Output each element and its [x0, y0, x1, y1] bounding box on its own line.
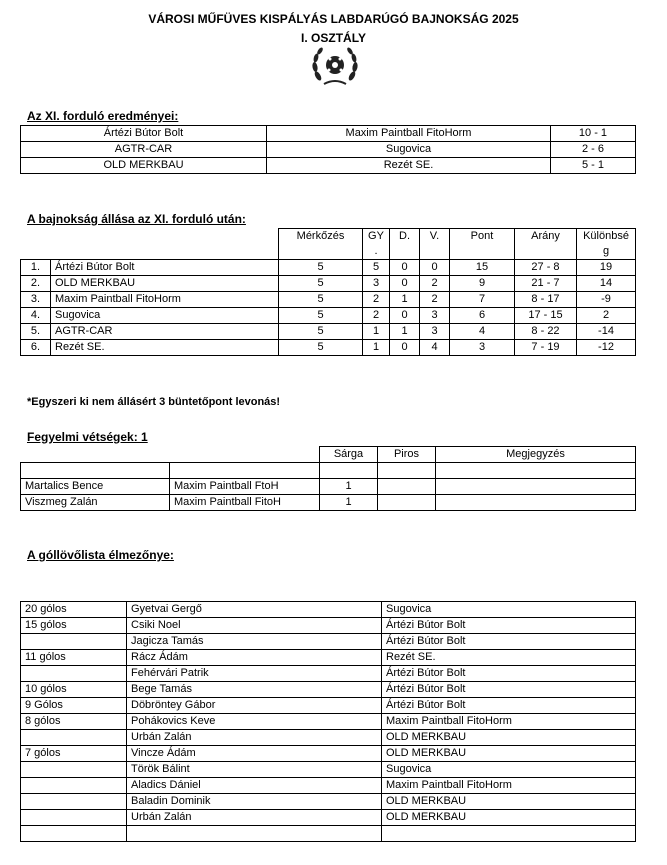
goals-cell: 10 gólos — [21, 682, 127, 698]
team-cell: OLD MERKBAU — [382, 794, 636, 810]
matches-cell: 5 — [279, 292, 363, 308]
goals-cell: 8 gólos — [21, 714, 127, 730]
matches-cell: 5 — [279, 340, 363, 356]
scorer-row — [21, 714, 636, 730]
difference-cell: -14 — [577, 324, 636, 340]
wins-cell: 1 — [363, 340, 390, 356]
player-cell: Gyetvai Gergő — [127, 602, 382, 618]
score-cell: 2 - 6 — [551, 142, 636, 158]
team-cell: Sugovica — [382, 602, 636, 618]
score-cell: 5 - 1 — [551, 158, 636, 174]
position-cell: 2. — [21, 276, 51, 292]
scorer-row — [21, 730, 636, 746]
standings-table — [20, 228, 636, 356]
points-cell: 3 — [450, 340, 515, 356]
yellow-card-cell: 1 — [320, 479, 378, 495]
scorer-row — [21, 826, 636, 842]
team-cell: Rezét SE. — [51, 340, 279, 356]
difference-cell: 14 — [577, 276, 636, 292]
discipline-table — [20, 446, 636, 511]
discipline-heading: Fegyelmi vétségek: 1 — [27, 430, 148, 444]
losses-cell: 0 — [420, 260, 450, 276]
draws-cell: 0 — [390, 276, 420, 292]
page-subtitle: I. OSZTÁLY — [301, 31, 366, 45]
draws-cell: 0 — [390, 308, 420, 324]
scorer-row — [21, 634, 636, 650]
player-cell: Rácz Ádám — [127, 650, 382, 666]
ratio-cell: 21 - 7 — [515, 276, 577, 292]
away-team-cell: Maxim Paintball FitoHorm — [267, 126, 551, 142]
player-cell: Pohákovics Keve — [127, 714, 382, 730]
remark-cell — [436, 479, 636, 495]
goals-cell — [21, 810, 127, 826]
away-team-cell: Sugovica — [267, 142, 551, 158]
scorer-row — [21, 666, 636, 682]
team-cell: Ártézi Bútor Bolt — [382, 666, 636, 682]
header-points: Pont — [450, 229, 515, 260]
player-cell — [127, 826, 382, 842]
scorer-row — [21, 698, 636, 714]
team-cell: Ártézi Bútor Bolt — [382, 698, 636, 714]
team-cell: Ártézi Bútor Bolt — [51, 260, 279, 276]
goals-cell: 15 gólos — [21, 618, 127, 634]
football-laurel-emblem-icon — [310, 46, 360, 88]
matches-cell: 5 — [279, 324, 363, 340]
team-cell: Maxim Paintball FitoHorm — [51, 292, 279, 308]
standings-row — [21, 324, 636, 340]
team-cell: Rezét SE. — [382, 650, 636, 666]
header-remark: Megjegyzés — [436, 447, 636, 463]
player-cell: Vincze Ádám — [127, 746, 382, 762]
team-cell: OLD MERKBAU — [382, 746, 636, 762]
team-cell: Ártézi Bútor Bolt — [382, 618, 636, 634]
scorer-row — [21, 762, 636, 778]
remark-cell — [436, 495, 636, 511]
goals-cell: 7 gólos — [21, 746, 127, 762]
team-cell: Maxim Paintball FitoHorm — [382, 714, 636, 730]
goals-cell: 11 gólos — [21, 650, 127, 666]
goals-cell: 9 Gólos — [21, 698, 127, 714]
goals-cell — [21, 794, 127, 810]
header-ratio: Arány — [515, 229, 577, 260]
wins-cell: 1 — [363, 324, 390, 340]
penalty-note: *Egyszeri ki nem állásért 3 büntetőpont levonás! — [27, 396, 281, 408]
standings-row — [21, 308, 636, 324]
player-cell: Urbán Zalán — [127, 730, 382, 746]
wins-cell: 5 — [363, 260, 390, 276]
position-cell: 4. — [21, 308, 51, 324]
player-cell: Jagicza Tamás — [127, 634, 382, 650]
position-cell: 6. — [21, 340, 51, 356]
matches-cell: 5 — [279, 260, 363, 276]
result-row — [21, 158, 636, 174]
team-cell: Maxim Paintball FtoH — [170, 479, 320, 495]
player-cell: Martalics Bence — [21, 479, 170, 495]
standings-row — [21, 276, 636, 292]
discipline-header-row — [21, 447, 636, 463]
home-team-cell: Ártézi Bútor Bolt — [21, 126, 267, 142]
wins-cell: 2 — [363, 308, 390, 324]
score-cell: 10 - 1 — [551, 126, 636, 142]
team-cell: OLD MERKBAU — [382, 730, 636, 746]
scorer-row — [21, 810, 636, 826]
player-cell: Döbröntey Gábor — [127, 698, 382, 714]
standings-row — [21, 260, 636, 276]
team-cell: AGTR-CAR — [51, 324, 279, 340]
points-cell: 15 — [450, 260, 515, 276]
matches-cell: 5 — [279, 308, 363, 324]
goals-cell — [21, 762, 127, 778]
discipline-row — [21, 479, 636, 495]
losses-cell: 2 — [420, 276, 450, 292]
result-row — [21, 126, 636, 142]
header-losses: V. — [420, 229, 450, 260]
ratio-cell: 8 - 22 — [515, 324, 577, 340]
goals-cell — [21, 730, 127, 746]
away-team-cell: Rezét SE. — [267, 158, 551, 174]
matches-cell: 5 — [279, 276, 363, 292]
goals-cell — [21, 634, 127, 650]
scorer-row — [21, 618, 636, 634]
draws-cell: 0 — [390, 340, 420, 356]
result-row — [21, 142, 636, 158]
player-cell: Török Bálint — [127, 762, 382, 778]
standings-header-row — [21, 229, 636, 260]
header-wins: GY . — [363, 229, 390, 260]
standings-row — [21, 340, 636, 356]
header-draws: D. — [390, 229, 420, 260]
ratio-cell: 27 - 8 — [515, 260, 577, 276]
ratio-cell: 7 - 19 — [515, 340, 577, 356]
standings-heading: A bajnokság állása az XI. forduló után: — [27, 212, 246, 226]
home-team-cell: AGTR-CAR — [21, 142, 267, 158]
results-heading: Az XI. forduló eredményei: — [27, 109, 179, 123]
difference-cell: 2 — [577, 308, 636, 324]
points-cell: 7 — [450, 292, 515, 308]
draws-cell: 1 — [390, 292, 420, 308]
header-red: Piros — [378, 447, 436, 463]
yellow-card-cell: 1 — [320, 495, 378, 511]
header-yellow: Sárga — [320, 447, 378, 463]
position-cell: 1. — [21, 260, 51, 276]
player-cell: Fehérvári Patrik — [127, 666, 382, 682]
losses-cell: 2 — [420, 292, 450, 308]
player-cell: Aladics Dániel — [127, 778, 382, 794]
scorer-row — [21, 794, 636, 810]
position-cell: 5. — [21, 324, 51, 340]
goals-cell — [21, 666, 127, 682]
home-team-cell: OLD MERKBAU — [21, 158, 267, 174]
player-cell: Bege Tamás — [127, 682, 382, 698]
team-cell: Ártézi Bútor Bolt — [382, 682, 636, 698]
scorer-row — [21, 650, 636, 666]
player-cell: Csiki Noel — [127, 618, 382, 634]
position-cell: 3. — [21, 292, 51, 308]
points-cell: 9 — [450, 276, 515, 292]
player-cell: Baladin Dominik — [127, 794, 382, 810]
page-title: VÁROSI MŰFÜVES KISPÁLYÁS LABDARÚGÓ BAJNOKSÁG 2025 — [148, 12, 519, 26]
team-cell: Ártézi Bútor Bolt — [382, 634, 636, 650]
wins-cell: 3 — [363, 276, 390, 292]
scorer-row — [21, 746, 636, 762]
ratio-cell: 8 - 17 — [515, 292, 577, 308]
team-cell: Sugovica — [382, 762, 636, 778]
team-cell — [382, 826, 636, 842]
discipline-row — [21, 495, 636, 511]
player-cell: Viszmeg Zalán — [21, 495, 170, 511]
points-cell: 6 — [450, 308, 515, 324]
discipline-empty-row — [21, 463, 636, 479]
team-cell: OLD MERKBAU — [382, 810, 636, 826]
scorer-row — [21, 682, 636, 698]
difference-cell: -12 — [577, 340, 636, 356]
player-cell: Urbán Zalán — [127, 810, 382, 826]
results-table — [20, 125, 636, 174]
team-cell: Maxim Paintball FitoHorm — [382, 778, 636, 794]
red-card-cell — [378, 495, 436, 511]
losses-cell: 3 — [420, 324, 450, 340]
scorers-table — [20, 601, 636, 842]
ratio-cell: 17 - 15 — [515, 308, 577, 324]
wins-cell: 2 — [363, 292, 390, 308]
draws-cell: 0 — [390, 260, 420, 276]
team-cell: Maxim Paintball FitoH — [170, 495, 320, 511]
goals-cell: 20 gólos — [21, 602, 127, 618]
goals-cell — [21, 826, 127, 842]
points-cell: 4 — [450, 324, 515, 340]
header-matches: Mérkőzés — [279, 229, 363, 260]
losses-cell: 4 — [420, 340, 450, 356]
header-difference: Különbsé g — [577, 229, 636, 260]
draws-cell: 1 — [390, 324, 420, 340]
scorers-heading: A góllövőlista élmezőnye: — [27, 548, 174, 562]
scorer-row — [21, 602, 636, 618]
goals-cell — [21, 778, 127, 794]
team-cell: Sugovica — [51, 308, 279, 324]
difference-cell: 19 — [577, 260, 636, 276]
scorer-row — [21, 778, 636, 794]
standings-row — [21, 292, 636, 308]
losses-cell: 3 — [420, 308, 450, 324]
team-cell: OLD MERKBAU — [51, 276, 279, 292]
difference-cell: -9 — [577, 292, 636, 308]
red-card-cell — [378, 479, 436, 495]
